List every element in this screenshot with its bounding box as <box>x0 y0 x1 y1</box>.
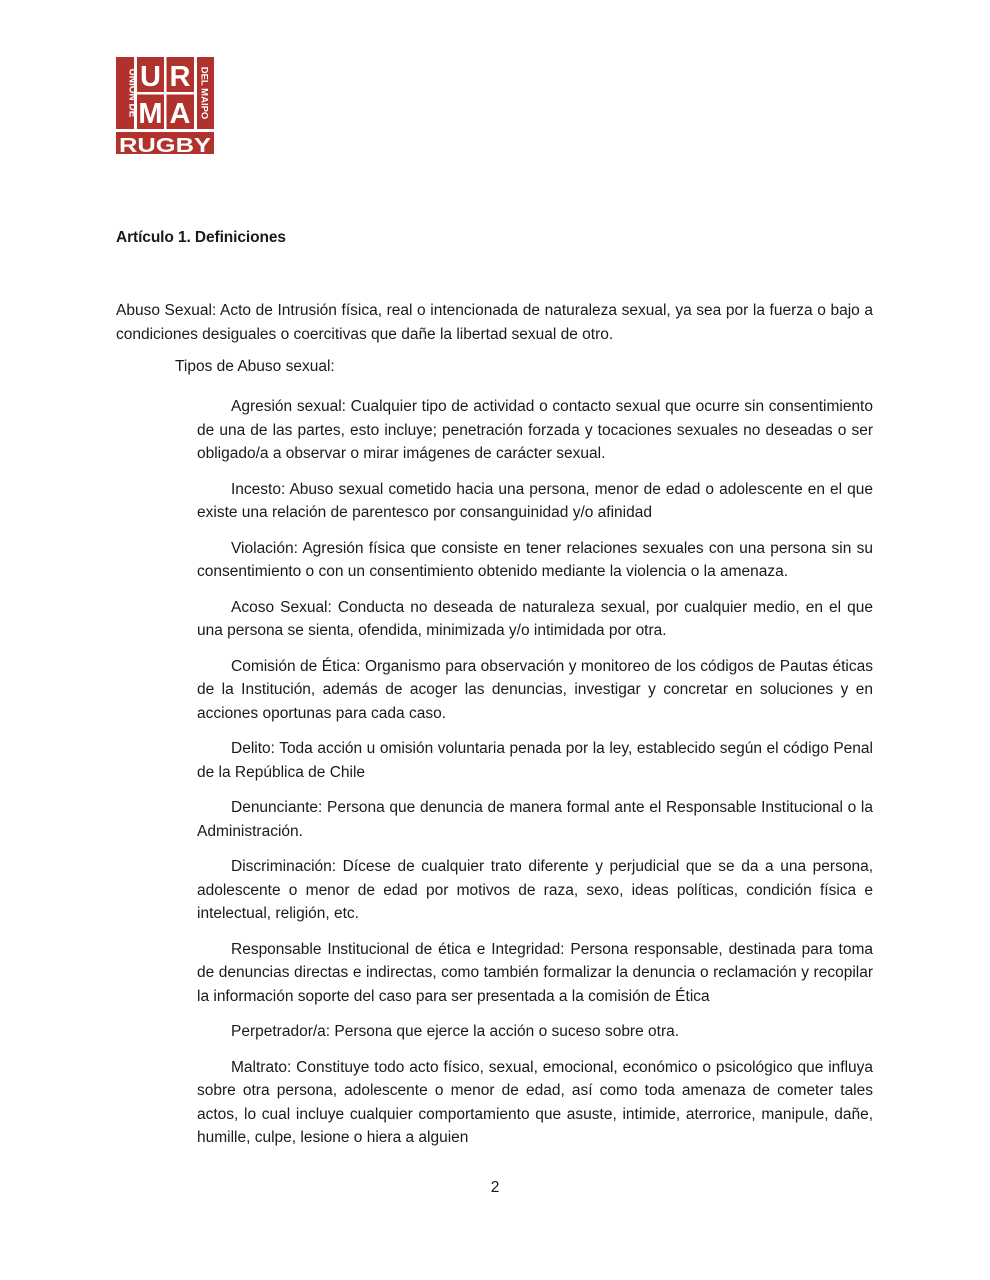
definition-item: Discriminación: Dícese de cualquier trato diferente y perjudicial que se da a una persona, adolescente o menor de edad por motivos de raza, sexo, ideas políticas, condición física e intelectual, religión, etc. <box>197 858 873 922</box>
intro-paragraph: Abuso Sexual: Acto de Intrusión física, real o intencionada de naturaleza sexual, ya sea por la fuerza o bajo a condiciones desiguales o coercitivas que dañe la libertad sexual de otro. <box>116 302 873 343</box>
logo-letter-u: U <box>140 61 161 93</box>
logo-del-maipo-text: DEL MAIPO <box>198 66 210 120</box>
definition-item: Perpetrador/a: Persona que ejerce la acción o suceso sobre otra. <box>231 1023 680 1040</box>
page-number: 2 <box>490 1179 500 1196</box>
types-label: Tipos de Abuso sexual: <box>175 358 335 375</box>
definition-item: Violación: Agresión física que consiste en tener relaciones sexuales con una persona sin su consentimiento o con un consentimiento obtenido mediante la violencia o la amenaza. <box>197 539 873 580</box>
logo-letter-a: A <box>169 98 191 130</box>
definition-item: Denunciante: Persona que denuncia de manera formal ante el Responsable Institucional o la Administración. <box>197 799 873 840</box>
definition-item: Agresión sexual: Cualquier tipo de actividad o contacto sexual que ocurre sin consentimiento de una de las partes, esto incluye; penetración forzada y tocaciones sexuales no deseadas o ser obligado/a a observar o mirar imágenes de carácter sexual. <box>197 398 873 462</box>
definition-item: Responsable Institucional de ética e Integridad: Persona responsable, destinada para toma de denuncias directas e indirectas, como también formalizar la denuncia o reclamación y recopilar la información soporte del caso para ser presentada a la comisión de Ética <box>197 940 873 1005</box>
logo-rugby-text: RUGBY <box>119 134 212 154</box>
article-heading: Artículo 1. Definiciones <box>116 229 286 246</box>
logo-union-de-text: UNION DE <box>126 68 138 118</box>
logo-letter-m: M <box>138 98 163 130</box>
definition-item: Maltrato: Constituye todo acto físico, sexual, emocional, económico o psicológico que influya sobre otra persona, adolescente o menor de edad, así como toda amenaza de cometer tales actos, lo cual incluye cualquier comportamiento que asuste, intimide, aterrorice, manipule, dañe, humille, culpe, lesione o hiera a alguien <box>197 1058 873 1146</box>
definition-item: Incesto: Abuso sexual cometido hacia una persona, menor de edad o adolescente en el que existe una relación de parentesco por consanguinidad y/o afinidad <box>197 480 873 521</box>
definition-item: Comisión de Ética: Organismo para observación y monitoreo de los códigos de Pautas éticas de la Institución, además de acoger las denuncias, investigar y concretar en soluciones y en acciones oportunas para cada caso. <box>197 657 873 722</box>
definition-item: Acoso Sexual: Conducta no deseada de naturaleza sexual, por cualquier medio, en el que una persona se sienta, ofendida, minimizada y/o intimidada por otra. <box>197 598 873 639</box>
definitions-list <box>197 395 873 1162</box>
logo-letter-r: R <box>169 61 191 93</box>
definition-item: Delito: Toda acción u omisión voluntaria penada por la ley, establecido según el código Penal de la República de Chile <box>197 740 873 781</box>
urma-logo <box>116 57 214 154</box>
